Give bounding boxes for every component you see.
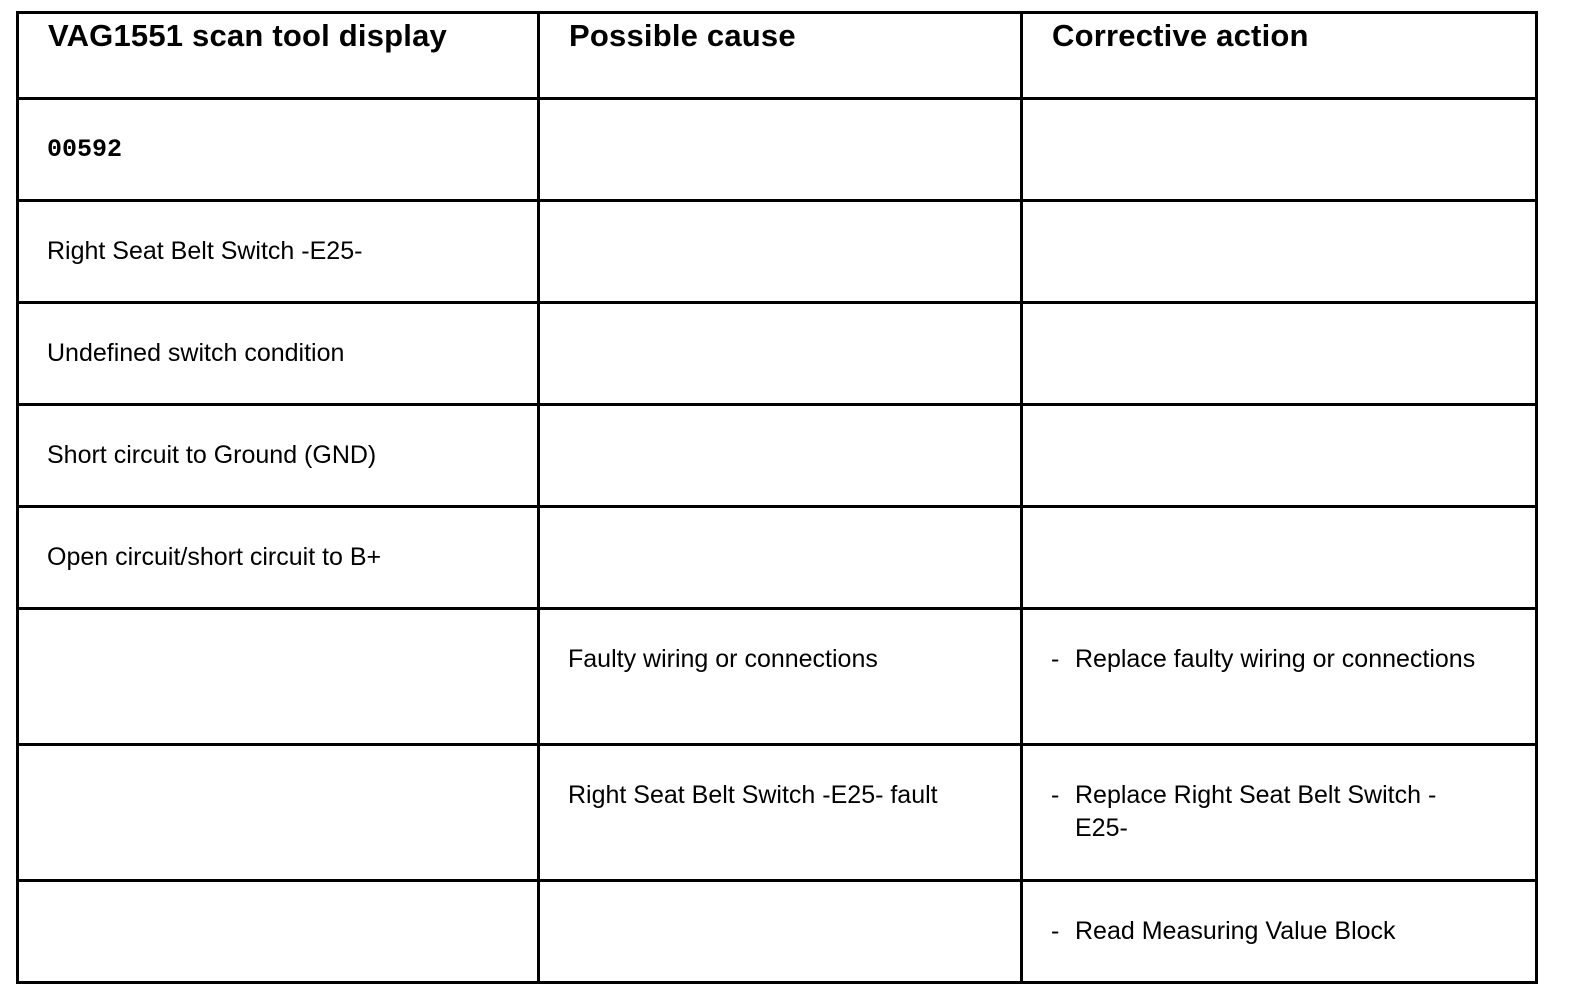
display-cell [18,507,539,609]
action-cell [1022,745,1537,881]
action-cell [1022,507,1537,609]
corrective-action-item [1023,610,1535,676]
cause-cell [539,405,1022,507]
fault-description: Undefined switch condition [47,339,345,367]
display-cell [18,609,539,745]
table-row [18,99,1537,201]
table-row [18,609,1537,745]
diagnostic-table [16,11,1538,984]
display-cell [18,881,539,983]
cause-cell [539,881,1022,983]
header-label: VAG1551 scan tool display [48,18,447,53]
table-row [18,745,1537,881]
display-cell [18,201,539,303]
cause-cell [539,507,1022,609]
fault-code: 00592 [47,135,123,164]
bullet-dash: - [1051,917,1060,945]
action-cell [1022,881,1537,983]
table-row [18,507,1537,609]
possible-cause-text [540,882,1020,915]
component-name: Right Seat Belt Switch -E25- [47,237,363,265]
cause-cell [539,201,1022,303]
fault-description: Open circuit/short circuit to B+ [47,543,382,571]
display-cell [18,303,539,405]
corrective-action-text: Read Measuring Value Block [1075,917,1396,945]
table-row [18,303,1537,405]
display-cell [18,99,539,201]
corrective-action-item [1023,882,1535,948]
cause-cell [539,303,1022,405]
header-corrective-action [1022,13,1537,99]
header-scan-tool-display [18,13,539,99]
display-cell [18,745,539,881]
header-label: Corrective action [1052,18,1309,53]
corrective-action-text: Replace Right Seat Belt Switch - E25- [1075,781,1437,842]
action-cell [1022,405,1537,507]
cause-cell [539,745,1022,881]
corrective-action-item [1023,746,1535,845]
cause-cell [539,609,1022,745]
corrective-action-text: Replace faulty wiring or connections [1075,645,1476,673]
header-label: Possible cause [569,18,796,53]
fault-description: Short circuit to Ground (GND) [47,441,377,469]
possible-cause-text: Right Seat Belt Switch -E25- fault [568,781,938,809]
table-header-row [18,13,1537,99]
action-cell [1022,99,1537,201]
bullet-dash: - [1051,645,1060,673]
table-row [18,201,1537,303]
cause-cell [539,99,1022,201]
action-cell [1022,303,1537,405]
table-row [18,405,1537,507]
action-cell [1022,609,1537,745]
action-cell [1022,201,1537,303]
bullet-dash: - [1051,781,1060,809]
display-cell [18,405,539,507]
possible-cause-text: Faulty wiring or connections [568,645,878,673]
table-row [18,881,1537,983]
header-possible-cause [539,13,1022,99]
